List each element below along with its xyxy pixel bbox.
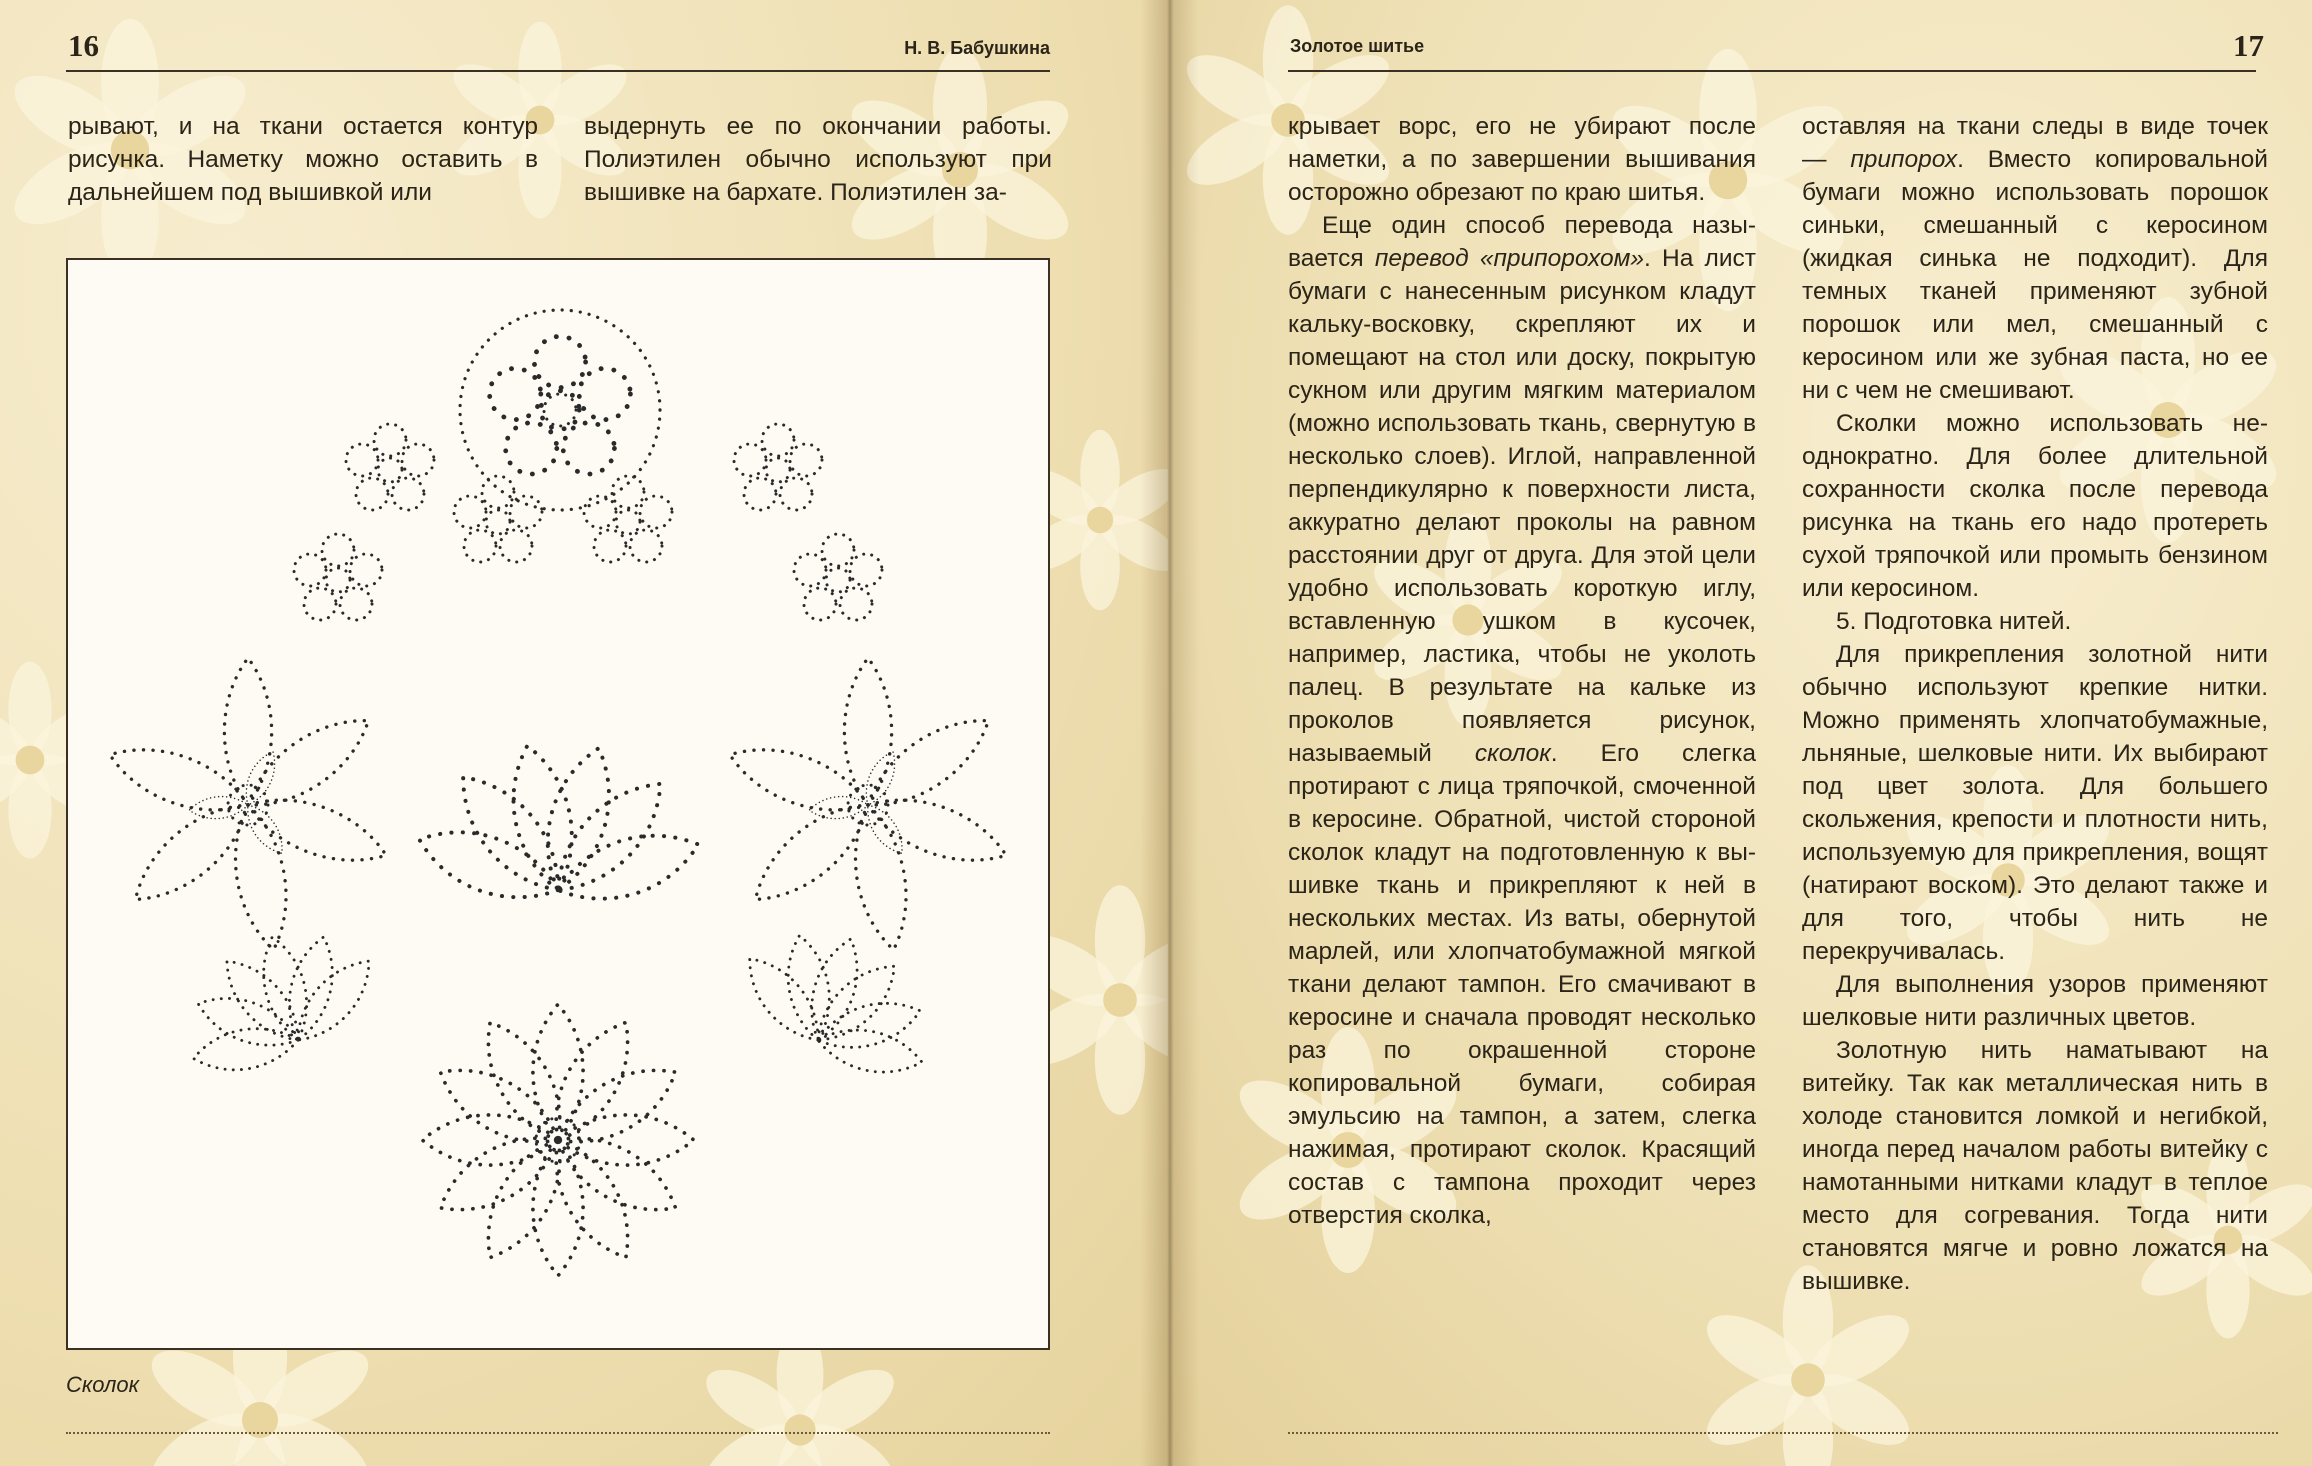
left-column-2: [584, 110, 1052, 209]
dotted-floral-pattern: [68, 260, 1048, 1348]
paragraph: Для выполнения узоров применяют шелковые нити различных цветов.: [1802, 971, 2268, 1031]
paragraph: выдернуть ее по окончании работы. Полиэтилен обычно используют при вышивке на бархате. Полиэтилен за-: [584, 113, 1052, 206]
top-flower: [460, 310, 660, 510]
pricking-pattern-figure: [66, 258, 1050, 1350]
paragraph: Еще один способ перевода называется перевод «припорохом». На лист бумаги с нанесенным рисунком кладут кальку-восковку, скрепляют их и помещают на стол или доску, покрытую сукном или другим мягким материалом (можно использовать ткань, свернутую в несколько слоев). Иглой, направленной перпендикулярно к поверхности листа, аккуратно делают проколы на равном расстоянии друг от друга. Для этой цели удобно использовать короткую иглу, вставленную ушком в кусочек, например, ластика, чтобы не уколоть палец. В результате на кальке из проколов появляется рисунок, называемый сколок. Его слегка протирают с лица тряпочкой, смоченной в керосине. Обратной, чистой стороной сколок кладут на подготовленную к вышивке ткань и прикрепляют к ней в нескольких местах. Из ваты, обернутой марлей, или хлопчатобумажной мягкой ткани делают тампон. Его смачивают в керосине и сначала проводят несколько раз по окрашенной стороне копировальной бумаги, собирая эмульсию на тампон, а затем, слегка нажимая, протирают сколок. Красящий состав с тампона проходит через отверстия сколка,: [1288, 212, 1756, 1229]
section-heading: 5. Подготовка нитей.: [1836, 608, 2072, 635]
header-rule-left: [66, 70, 1050, 72]
right-page: [1168, 0, 2312, 1466]
figure-caption: Сколок: [66, 1372, 140, 1397]
paragraph: Золотную нить наматывают на витейку. Так как металлическая нить в холоде становится ломкой и негибкой, иногда перед началом работы витейку с намотанными нитками кладут в теплое место для согревания. Тогда нити становятся мягче и ровно ложатся на вышивке.: [1802, 1037, 2268, 1295]
paragraph: Для прикрепления золотной нити обычно используют крепкие нитки. Можно применять хлопчатобумажные, льняные, шелковые нити. Их выбирают под цвет золота. Для большего скольжения, крепости и плотности нить, используемую для прикрепления, вощят (натирают воском). Это делают также и для того, чтобы нить не перекручивалась.: [1802, 641, 2268, 965]
header-rule-right: [1288, 70, 2256, 72]
page-number-right: 17: [2233, 28, 2264, 63]
paragraph: рывают, и на ткани остается контур рисунка. Наметку можно оставить в дальнейшем под вышивкой или: [68, 113, 538, 206]
page-number-left: 16: [68, 28, 99, 63]
footer-rule-right: [1288, 1432, 2278, 1434]
paragraph: Сколки можно использовать неоднократно. Для более длительной сохранности сколка после перевода рисунка на ткань его надо протереть сухой тряпочкой или промыть бензином или керосином.: [1802, 410, 2268, 602]
right-big-flower: [722, 658, 1014, 954]
left-column-1: [68, 110, 538, 209]
right-column-2: [1802, 110, 2268, 1298]
paragraph: крывает ворс, его не убирают после наметки, а по завершении вышивания осторожно обрезают по краю шитья.: [1288, 113, 1756, 206]
running-head-title: Золотое шитье: [1290, 36, 1425, 56]
central-fan: [410, 740, 707, 916]
bottom-daisy: [422, 1004, 693, 1275]
footer-rule-left: [66, 1432, 1050, 1434]
right-column-1: [1288, 110, 1756, 1232]
paragraph: оставляя на ткани следы в виде точек — припорох. Вместо копировальной бумаги можно использовать порошок синьки, смешанный с керосином (жидкая синька не подходит). Для темных тканей применяют зубной порошок или мел, смешанный с керосином или же зубная паста, но ее ни с чем не смешивают.: [1802, 113, 2268, 404]
book-gutter: [1140, 0, 1200, 1466]
left-big-flower: [102, 658, 394, 954]
running-head-author: Н. В. Бабушкина: [904, 38, 1050, 58]
